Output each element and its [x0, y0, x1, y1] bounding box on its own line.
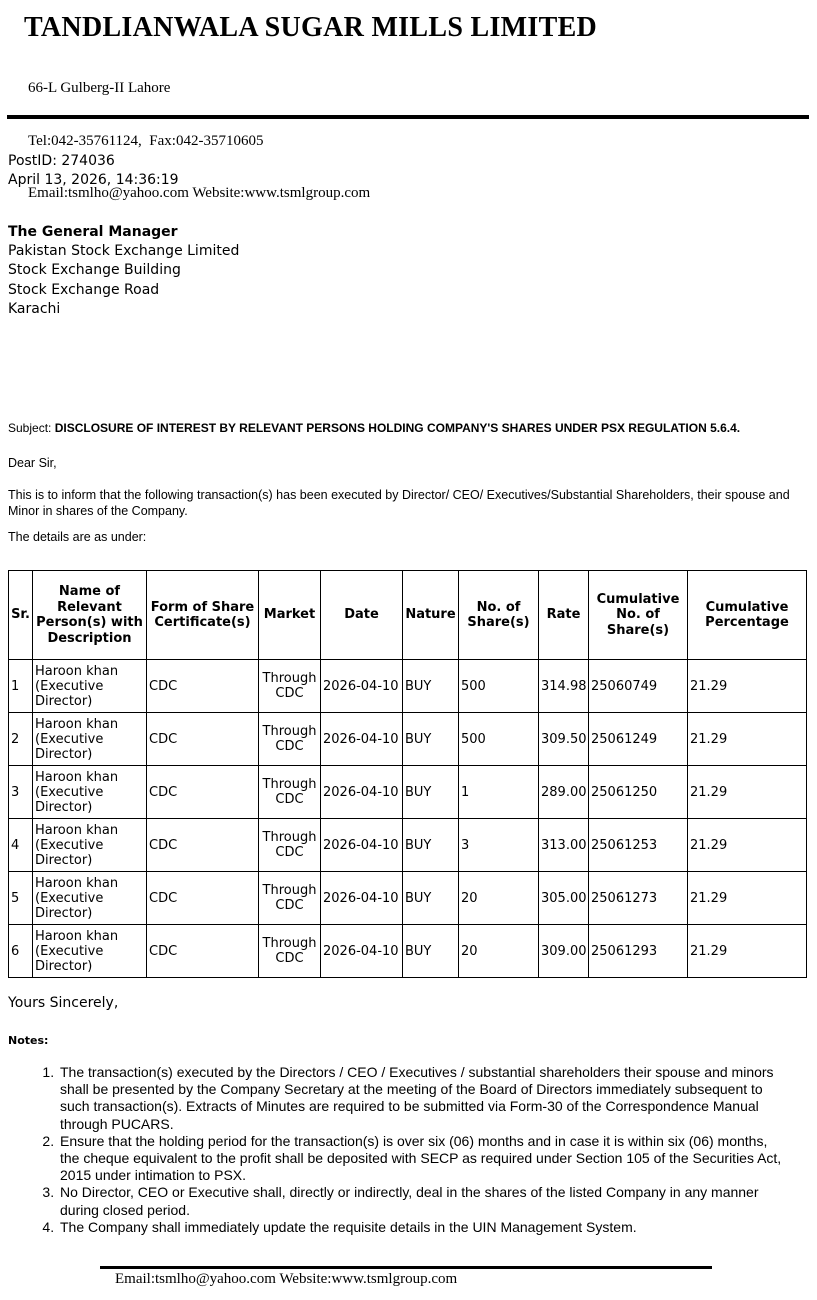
- cell-sr: 6: [9, 925, 33, 978]
- recipient-line: Stock Exchange Building: [8, 262, 181, 279]
- cell-market: Through CDC: [259, 660, 321, 713]
- cell-form: CDC: [147, 819, 259, 872]
- table-row: [9, 872, 807, 925]
- cell-form: CDC: [147, 660, 259, 713]
- cell-cumulative-percentage: 21.29: [688, 713, 807, 766]
- header-name: Name of Relevant Person(s) with Description: [33, 571, 147, 660]
- cell-cumulative-percentage: 21.29: [688, 819, 807, 872]
- details-line: The details are as under:: [8, 530, 147, 544]
- recipient-line: Pakistan Stock Exchange Limited: [8, 243, 240, 260]
- cell-cumulative-shares: 25061273: [589, 872, 688, 925]
- cell-nature: BUY: [403, 713, 459, 766]
- cell-market: Through CDC: [259, 872, 321, 925]
- intro-paragraph: This is to inform that the following transaction(s) has been executed by Director/ CEO/ Executives/Substantial Shareholders, their spouse and Minor in shares of the Company.: [8, 488, 790, 518]
- cell-shares: 500: [459, 713, 539, 766]
- header-market: Market: [259, 571, 321, 660]
- header-form: Form of Share Certificate(s): [147, 571, 259, 660]
- cell-rate: 314.98: [539, 660, 589, 713]
- cell-market: Through CDC: [259, 925, 321, 978]
- cell-sr: 5: [9, 872, 33, 925]
- cell-cumulative-shares: 25061253: [589, 819, 688, 872]
- subject-label: Subject:: [8, 421, 52, 435]
- note-item: 4. The Company shall immediately update the requisite details in the UIN Management System.: [58, 1219, 782, 1236]
- cell-nature: BUY: [403, 660, 459, 713]
- cell-cumulative-shares: 25061250: [589, 766, 688, 819]
- cell-cumulative-percentage: 21.29: [688, 925, 807, 978]
- table-row: [9, 925, 807, 978]
- cell-date: 2026-04-10: [321, 713, 403, 766]
- cell-shares: 1: [459, 766, 539, 819]
- header-sr: Sr.: [9, 571, 33, 660]
- cell-name: Haroon khan (Executive Director): [33, 766, 147, 819]
- cell-sr: 3: [9, 766, 33, 819]
- cell-date: 2026-04-10: [321, 660, 403, 713]
- cell-nature: BUY: [403, 872, 459, 925]
- cell-rate: 305.00: [539, 872, 589, 925]
- note-item: 3. No Director, CEO or Executive shall, directly or indirectly, deal in the shares of the listed Company in any manner during closed period.: [58, 1184, 782, 1218]
- notes-list: [8, 1064, 782, 1236]
- header-rate: Rate: [539, 571, 589, 660]
- cell-sr: 4: [9, 819, 33, 872]
- cell-name: Haroon khan (Executive Director): [33, 713, 147, 766]
- header-cumulative-shares: Cumulative No. of Share(s): [589, 571, 688, 660]
- subject-text: DISCLOSURE OF INTEREST BY RELEVANT PERSONS HOLDING COMPANY'S SHARES UNDER PSX REGULATION 5.6.4.: [54, 421, 741, 435]
- cell-date: 2026-04-10: [321, 819, 403, 872]
- cell-rate: 313.00: [539, 819, 589, 872]
- cell-name: Haroon khan (Executive Director): [33, 819, 147, 872]
- transactions-table: [8, 570, 807, 978]
- header-shares: No. of Share(s): [459, 571, 539, 660]
- letterhead-address-block: [28, 45, 370, 238]
- cell-name: Haroon khan (Executive Director): [33, 925, 147, 978]
- table-row: [9, 660, 807, 713]
- letterhead-address-line: 66-L Gulberg-II Lahore: [28, 80, 171, 96]
- cell-date: 2026-04-10: [321, 925, 403, 978]
- letterhead-phone-line: Tel:042-35761124, Fax:042-35710605: [28, 132, 264, 149]
- post-id: PostID: 274036: [8, 153, 115, 169]
- cell-rate: 309.00: [539, 925, 589, 978]
- cell-date: 2026-04-10: [321, 766, 403, 819]
- cell-nature: BUY: [403, 819, 459, 872]
- header-nature: Nature: [403, 571, 459, 660]
- cell-form: CDC: [147, 872, 259, 925]
- cell-market: Through CDC: [259, 713, 321, 766]
- cell-sr: 2: [9, 713, 33, 766]
- table-row: [9, 766, 807, 819]
- header-date: Date: [321, 571, 403, 660]
- cell-rate: 309.50: [539, 713, 589, 766]
- recipient-line: Stock Exchange Road: [8, 281, 160, 298]
- note-item: 1. The transaction(s) executed by the Directors / CEO / Executives / substantial shareholders their spouse and minors shall be presented by the Company Secretary at the meeting of the Board of Directors immediately subsequent to such transaction(s). Extracts of Minutes are required to be submitted via Form-30 of the Correspondence Manual through PUCARS.: [58, 1064, 782, 1133]
- cell-nature: BUY: [403, 766, 459, 819]
- cell-nature: BUY: [403, 925, 459, 978]
- cell-form: CDC: [147, 713, 259, 766]
- company-name: TANDLIANWALA SUGAR MILLS LIMITED: [24, 12, 598, 43]
- footer-divider: [100, 1266, 712, 1269]
- recipient-title: The General Manager: [8, 224, 178, 240]
- cell-rate: 289.00: [539, 766, 589, 819]
- cell-cumulative-shares: 25060749: [589, 660, 688, 713]
- footer-contact-line: Email:tsmlho@yahoo.com Website:www.tsmlgroup.com: [115, 1271, 458, 1287]
- cell-cumulative-percentage: 21.29: [688, 872, 807, 925]
- cell-sr: 1: [9, 660, 33, 713]
- notes-label: Notes:: [8, 1034, 49, 1047]
- cell-shares: 20: [459, 925, 539, 978]
- date-time: April 13, 2026, 14:36:19: [8, 172, 179, 188]
- recipient-block: [8, 223, 239, 319]
- cell-market: Through CDC: [259, 766, 321, 819]
- cell-form: CDC: [147, 925, 259, 978]
- table-header-row: [9, 571, 807, 660]
- letterhead-divider: [7, 115, 809, 119]
- cell-date: 2026-04-10: [321, 872, 403, 925]
- cell-shares: 3: [459, 819, 539, 872]
- subject-line: [8, 421, 740, 435]
- cell-shares: 500: [459, 660, 539, 713]
- recipient-line: Karachi: [8, 300, 61, 317]
- cell-cumulative-shares: 25061249: [589, 713, 688, 766]
- cell-cumulative-shares: 25061293: [589, 925, 688, 978]
- letterhead-contact-line: Email:tsmlho@yahoo.com Website:www.tsmlgroup.com: [28, 185, 371, 201]
- header-cumulative-percentage: Cumulative Percentage: [688, 571, 807, 660]
- cell-cumulative-percentage: 21.29: [688, 766, 807, 819]
- meta-block: [8, 152, 179, 190]
- table-row: [9, 819, 807, 872]
- cell-shares: 20: [459, 872, 539, 925]
- closing: Yours Sincerely,: [8, 995, 119, 1011]
- cell-market: Through CDC: [259, 819, 321, 872]
- cell-cumulative-percentage: 21.29: [688, 660, 807, 713]
- note-item: 2. Ensure that the holding period for the transaction(s) is over six (06) months and in case it is within six (06) months, the cheque equivalent to the profit shall be deposited with SECP as required under Section 105 of the Securities Act, 2015 under intimation to PSX.: [58, 1133, 782, 1185]
- cell-name: Haroon khan (Executive Director): [33, 872, 147, 925]
- salutation: Dear Sir,: [8, 456, 57, 470]
- cell-form: CDC: [147, 766, 259, 819]
- cell-name: Haroon khan (Executive Director): [33, 660, 147, 713]
- table-row: [9, 713, 807, 766]
